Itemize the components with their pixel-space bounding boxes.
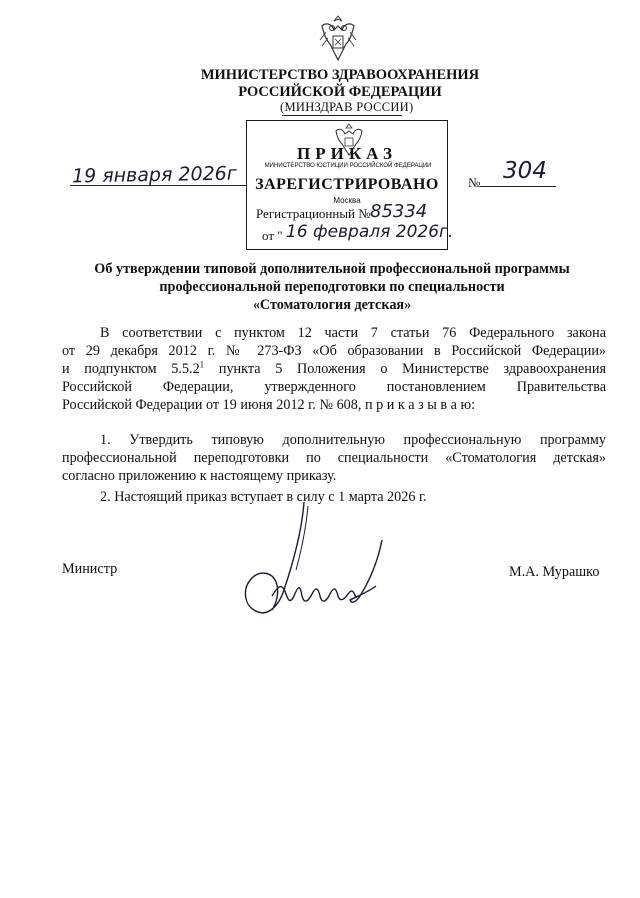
date-underline xyxy=(70,185,246,186)
ministry-short-name: (МИНЗДРАВ РОССИИ) xyxy=(280,100,414,114)
body-paragraph-1 xyxy=(62,324,606,414)
paragraph-text: пункта 5 Положения о Министерстве здравоохранения xyxy=(204,361,606,377)
ministry-name-line2: РОССИЙСКОЙ ФЕДЕРАЦИИ xyxy=(238,84,442,100)
number-underline xyxy=(480,186,556,187)
paragraph-line xyxy=(62,360,606,378)
paragraph-line: от 29 декабря 2012 г. № 273-ФЗ «Об образовании в Российской Федерации» xyxy=(62,343,606,359)
stamp-city: Москва xyxy=(333,196,361,205)
ministry-name-line1: МИНИСТЕРСТВО ЗДРАВООХРАНЕНИЯ xyxy=(200,67,480,83)
paragraph-line: Российской Федерации, утвержденного постановлением Правительства xyxy=(62,379,606,395)
paragraph-line: Российской Федерации от 19 июня 2012 г. № 608, п р и к а з ы в а ю: xyxy=(62,397,476,413)
coat-of-arms-emblem xyxy=(312,10,364,66)
divider xyxy=(282,115,402,116)
footnote-superscript: 1 xyxy=(199,359,205,370)
order-date-handwritten: 19 января 2026г xyxy=(71,162,237,188)
document-title-line2: профессиональной переподготовки по специальности xyxy=(159,279,505,295)
document-title-line3: «Стоматология детская» xyxy=(252,297,412,313)
signatory-name: М.А. Мурашко xyxy=(509,564,600,580)
paragraph-line: В соответствии с пунктом 12 части 7 статьи 76 Федерального закона xyxy=(100,325,606,341)
stamp-registered: ЗАРЕГИСТРИРОВАНО xyxy=(255,176,439,193)
handwritten-signature xyxy=(232,500,422,630)
body-paragraph-2 xyxy=(62,431,606,485)
stamp-ministry-justice: МИНИСТЕРСТВО ЮСТИЦИИ РОССИЙСКОЙ ФЕДЕРАЦИИ xyxy=(264,162,432,169)
stamp-reg-number: 85334 xyxy=(370,201,428,222)
paragraph-line: 1. Утвердить типовую дополнительную профессиональную программу xyxy=(100,432,606,448)
stamp-reg-number-label: Регистрационный № xyxy=(256,206,371,221)
stamp-order-heading: ПРИКАЗ xyxy=(297,144,397,163)
stamp-reg-date: 16 февраля 2026г. xyxy=(286,222,454,242)
signatory-position: Министр xyxy=(62,561,118,577)
paragraph-text: и подпунктом 5.5.2 xyxy=(62,361,200,377)
stamp-reg-date-prefix: от " xyxy=(262,228,283,243)
paragraph-line: 2. Настоящий приказ вступает в силу с 1 марта 2026 г. xyxy=(100,489,427,505)
paragraph-line: профессиональной переподготовки по специальности «Стоматология детская» xyxy=(62,450,606,466)
order-number-handwritten: 304 xyxy=(503,158,547,184)
order-number-label: № xyxy=(468,175,481,190)
paragraph-line: согласно приложению к настоящему приказу. xyxy=(62,468,337,484)
document-title-line1: Об утверждении типовой дополнительной профессиональной программы xyxy=(94,261,570,277)
